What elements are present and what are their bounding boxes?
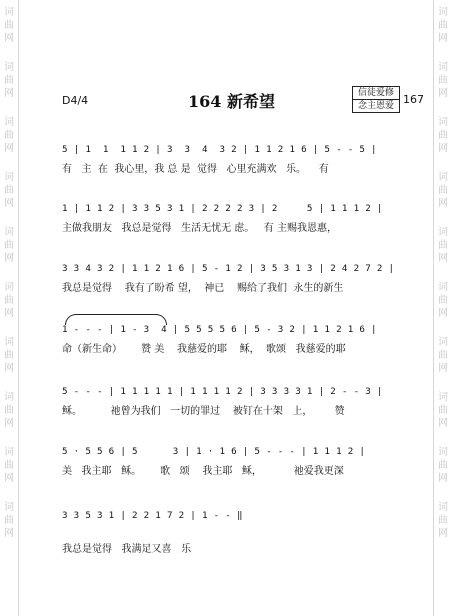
watermark-text: 词曲网 bbox=[438, 227, 448, 264]
note-row: 5 | 1 1 1 1 2 | 3 3 4 3 2 | 1 1 2 1 6 | 5 - - 5 | bbox=[62, 144, 377, 155]
watermark-text: 词曲网 bbox=[4, 172, 14, 209]
note-row: 1 | 1 1 2 | 3 3 5 3 1 | 2 2 2 2 3 | 2 5 | 1 1 1 2 | bbox=[62, 203, 383, 214]
score-line bbox=[62, 263, 422, 294]
source-stamp bbox=[352, 86, 400, 113]
watermark-text: 词曲网 bbox=[438, 447, 448, 484]
watermark-text: 词曲网 bbox=[4, 227, 14, 264]
watermark-text: 词曲网 bbox=[438, 502, 448, 539]
score-line bbox=[62, 386, 422, 417]
note-row: 3 3 4 3 2 | 1 1 2 1 6 | 5 - 1 2 | 3 5 3 1 3 | 2 4 2 7 2 | bbox=[62, 263, 395, 274]
lyric-row: 我总是觉得 我满足又喜 乐 bbox=[62, 544, 192, 555]
watermark-text: 词曲网 bbox=[4, 447, 14, 484]
lyric-row: 主做我朋友 我总是觉得 生活无忧无 虑。 有 主赐我恩惠， bbox=[62, 223, 337, 234]
score-line bbox=[62, 203, 422, 234]
stamp-line: 念主恩爱 bbox=[353, 99, 399, 112]
watermark-text: 词曲网 bbox=[438, 337, 448, 374]
watermark-text: 词曲网 bbox=[4, 337, 14, 374]
stamp-line: 信徒爱修 bbox=[357, 88, 394, 98]
score-line bbox=[62, 144, 422, 175]
song-title: 164 新希望 bbox=[188, 92, 275, 111]
key-signature: D4/4 bbox=[62, 94, 89, 107]
watermark-text: 词曲网 bbox=[438, 282, 448, 319]
score-header bbox=[0, 86, 452, 116]
note-row: 5 - - - | 1 1 1 1 1 | 1 1 1 1 2 | 3 3 3 3 1 | 2 - - 3 | bbox=[62, 386, 383, 397]
score-line bbox=[62, 446, 422, 477]
page-number: 167 bbox=[403, 93, 424, 106]
score-line bbox=[62, 324, 422, 355]
watermark-text: 词曲网 bbox=[4, 117, 14, 154]
watermark-text: 词曲网 bbox=[4, 502, 14, 539]
watermark-text: 词曲网 bbox=[438, 117, 448, 154]
watermark-text: 词曲网 bbox=[4, 282, 14, 319]
note-row: 3 3 5 3 1 | 2 2 1 7 2 | 1 - - ‖ bbox=[62, 510, 243, 521]
watermark-text: 词曲网 bbox=[4, 62, 14, 99]
score-line bbox=[62, 510, 422, 555]
lyric-row: 我总是觉得 我有了盼希 望， 神已 赐给了我们 永生的新生 bbox=[62, 283, 344, 294]
lyric-row: 命（新生命） 赞 美 我慈爱的耶 稣， 歌颂 我慈爱的耶 bbox=[62, 344, 346, 355]
watermark-text: 词曲网 bbox=[438, 172, 448, 209]
watermark-text: 词曲网 bbox=[4, 7, 14, 44]
note-row: 1 - - - | 1 - 3 4 | 5 5 5 5 6 | 5 - 3 2 | 1 1 2 1 6 | bbox=[62, 324, 377, 335]
lyric-row: 稣。 祂曾为我们 一切的罪过 被钉在十架 上， 赞 bbox=[62, 406, 345, 417]
note-row: 5 · 5 5 6 | 5 3 | 1 · 1 6 | 5 - - - | 1 1 1 2 | bbox=[62, 446, 366, 457]
watermark-text: 词曲网 bbox=[4, 392, 14, 429]
lyric-row: 美 我主耶 稣。 歌 颂 我主耶 稣， 祂爱我更深 bbox=[62, 466, 344, 477]
watermark-text: 词曲网 bbox=[438, 62, 448, 99]
watermark-text: 词曲网 bbox=[438, 7, 448, 44]
watermark-text: 词曲网 bbox=[438, 392, 448, 429]
lyric-row: 有 主 在 我心里，我 总 是 觉得 心里充满欢 乐。 有 bbox=[62, 164, 329, 175]
